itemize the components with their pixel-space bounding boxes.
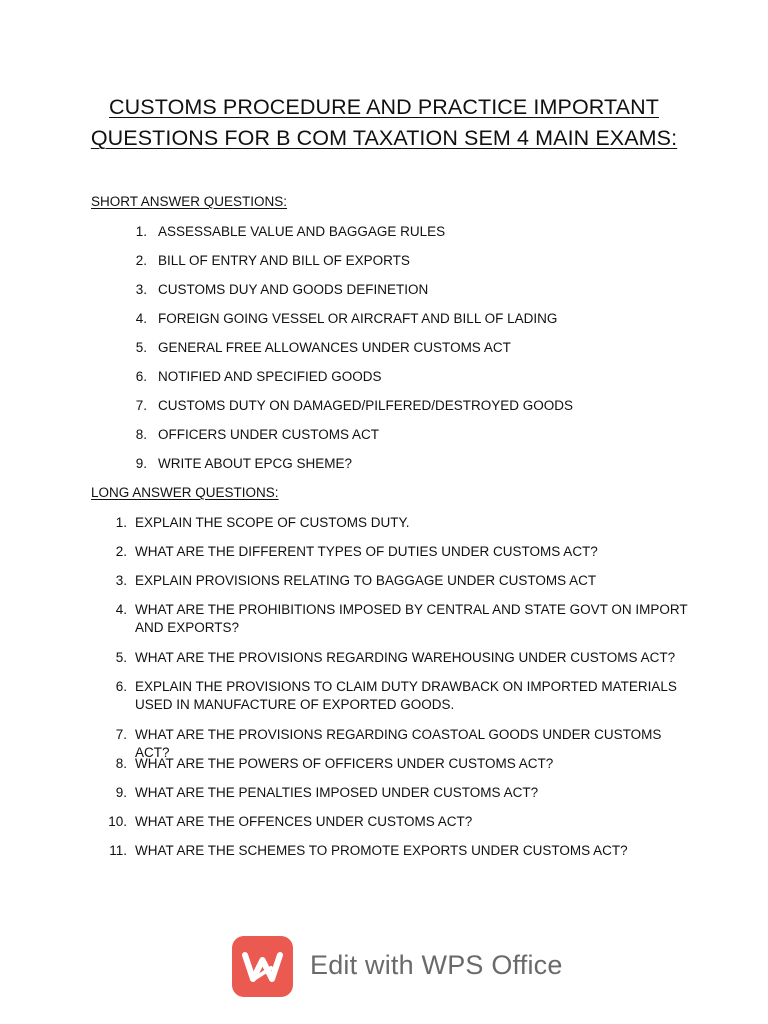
- item-text: OFFICERS UNDER CUSTOMS ACT: [158, 427, 380, 442]
- long-answer-heading: LONG ANSWER QUESTIONS:: [91, 485, 279, 500]
- wps-logo-icon[interactable]: [232, 936, 293, 997]
- item-text: WHAT ARE THE DIFFERENT TYPES OF DUTIES UNDER CUSTOMS ACT?: [135, 544, 598, 559]
- item-number: 9.: [115, 785, 127, 800]
- item-number: 2.: [135, 253, 147, 268]
- item-number: 6.: [135, 369, 147, 384]
- item-text: GENERAL FREE ALLOWANCES UNDER CUSTOMS ACT: [158, 340, 511, 355]
- item-text: NOTIFIED AND SPECIFIED GOODS: [158, 369, 382, 384]
- short-answer-heading: SHORT ANSWER QUESTIONS:: [91, 194, 288, 209]
- page-title-line-2: QUESTIONS FOR B COM TAXATION SEM 4 MAIN EXAMS:: [90, 126, 678, 150]
- item-number: 5.: [135, 340, 147, 355]
- item-number: 3.: [115, 573, 127, 588]
- page-title-line-1: CUSTOMS PROCEDURE AND PRACTICE IMPORTANT: [109, 95, 659, 119]
- item-text: WHAT ARE THE PROVISIONS REGARDING COASTOAL GOODS UNDER CUSTOMS ACT?: [135, 727, 662, 760]
- item-text: WHAT ARE THE SCHEMES TO PROMOTE EXPORTS UNDER CUSTOMS ACT?: [135, 843, 628, 858]
- item-number: 1.: [115, 515, 127, 530]
- item-text: WHAT ARE THE OFFENCES UNDER CUSTOMS ACT?: [135, 814, 473, 829]
- item-number: 8.: [135, 427, 147, 442]
- item-text: WRITE ABOUT EPCG SHEME?: [158, 456, 353, 471]
- item-number: 10.: [108, 814, 127, 829]
- item-number: 3.: [135, 282, 147, 297]
- item-text: WHAT ARE THE PROHIBITIONS IMPOSED BY CENTRAL AND STATE GOVT ON IMPORT AND EXPORTS?: [135, 602, 688, 635]
- item-text: CUSTOMS DUTY ON DAMAGED/PILFERED/DESTROYED GOODS: [158, 398, 574, 413]
- item-number: 5.: [115, 650, 127, 665]
- item-number: 8.: [115, 756, 127, 771]
- item-text: EXPLAIN THE PROVISIONS TO CLAIM DUTY DRAWBACK ON IMPORTED MATERIALS USED IN MANUFACTURE OF EXPORTED GOODS.: [135, 679, 677, 712]
- item-number: 9.: [135, 456, 147, 471]
- item-text: FOREIGN GOING VESSEL OR AIRCRAFT AND BILL OF LADING: [158, 311, 558, 326]
- item-number: 1.: [135, 224, 147, 239]
- item-text: BILL OF ENTRY AND BILL OF EXPORTS: [158, 253, 410, 268]
- item-text: WHAT ARE THE PROVISIONS REGARDING WAREHOUSING UNDER CUSTOMS ACT?: [135, 650, 676, 665]
- page-title: [0, 92, 768, 154]
- item-number: 11.: [109, 843, 127, 858]
- item-number: 2.: [115, 544, 127, 559]
- item-number: 4.: [135, 311, 147, 326]
- item-number: 6.: [115, 679, 127, 694]
- item-number: 7.: [115, 727, 127, 742]
- item-number: 4.: [115, 602, 127, 617]
- item-text: EXPLAIN PROVISIONS RELATING TO BAGGAGE UNDER CUSTOMS ACT: [135, 573, 597, 588]
- item-number: 7.: [135, 398, 147, 413]
- item-text: CUSTOMS DUY AND GOODS DEFINETION: [158, 282, 429, 297]
- item-text: EXPLAIN THE SCOPE OF CUSTOMS DUTY.: [135, 515, 410, 530]
- item-text: WHAT ARE THE POWERS OF OFFICERS UNDER CUSTOMS ACT?: [135, 756, 554, 771]
- item-text: ASSESSABLE VALUE AND BAGGAGE RULES: [158, 224, 446, 239]
- item-text: WHAT ARE THE PENALTIES IMPOSED UNDER CUSTOMS ACT?: [135, 785, 539, 800]
- edit-with-wps-link[interactable]: Edit with WPS Office: [310, 950, 563, 980]
